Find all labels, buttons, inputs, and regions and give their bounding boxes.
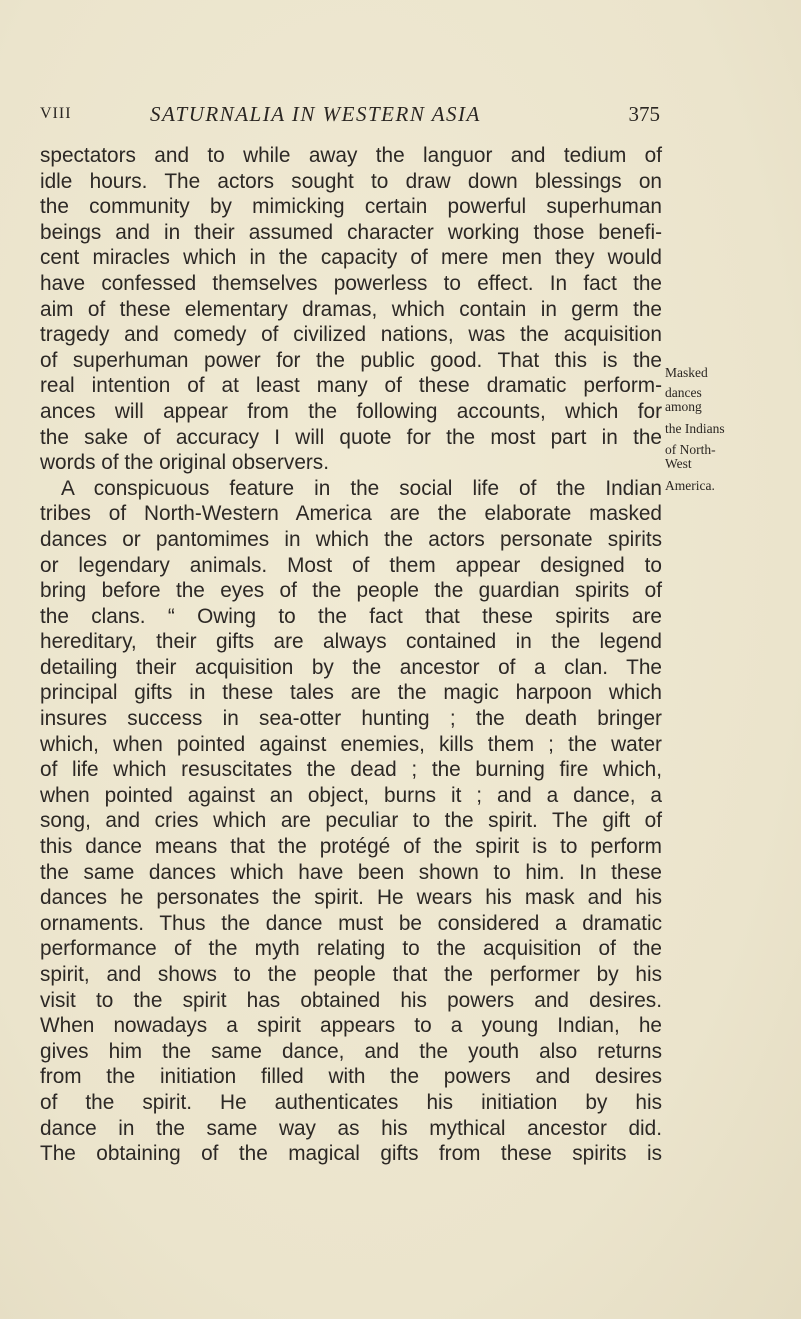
chapter-number: VIII: [40, 105, 72, 122]
text-line: spectators and to while away the languor and tedium of: [40, 144, 662, 167]
text-line: this dance means that the protégé of the spirit is to perform: [40, 835, 662, 859]
text-line: principal gifts in these tales are the magic harpoon which: [40, 681, 662, 705]
text-line: song, and cries which are peculiar to the spirit. The gift of: [40, 809, 662, 833]
text-line: The obtaining of the magical gifts from these spirits is: [40, 1142, 662, 1166]
text-line: bring before the eyes of the people the guardian spirits of: [40, 579, 662, 603]
text-line: detailing their acquisition by the ancestor of a clan. The: [40, 655, 662, 679]
margin-note: [665, 363, 797, 496]
text-line: dances or pantomimes in which the actors personate spirits: [40, 527, 662, 551]
text-line: cent miracles which in the capacity of mere men they would: [40, 246, 662, 270]
text-line: dances he personates the spirit. He wears his mask and his: [40, 886, 662, 910]
text-line: ornaments. Thus the dance must be considered a dramatic: [40, 911, 662, 935]
text-line: have confessed themselves powerless to effect. In fact the: [40, 271, 662, 295]
text-line: real intention of at least many of these dramatic perform-: [40, 374, 662, 398]
text-line: the clans. “ Owing to the fact that these spirits are: [40, 604, 662, 628]
running-title: SATURNALIA IN WESTERN ASIA: [150, 102, 481, 126]
text-line: dance in the same way as his mythical ancestor did.: [40, 1116, 662, 1140]
paragraph-end-line: words of the original observers.: [40, 451, 329, 475]
text-line: when pointed against an object, burns it ; and a dance, a: [40, 783, 662, 807]
text-line: of superhuman power for the public good. That this is the: [40, 348, 662, 372]
text-line: insures success in sea-otter hunting ; the death bringer: [40, 707, 662, 731]
text-line: gives him the same dance, and the youth also returns: [40, 1039, 662, 1063]
body-text: [40, 143, 662, 1167]
margin-note-line: America.: [665, 478, 715, 493]
text-line: the sake of accuracy I will quote for the most part in the: [40, 425, 662, 449]
text-line: When nowadays a spirit appears to a young Indian, he: [40, 1014, 662, 1038]
text-line: spirit, and shows to the people that the performer by his: [40, 963, 662, 986]
text-line: tribes of North-Western America are the elaborate masked: [40, 502, 662, 526]
text-line: or legendary animals. Most of them appear designed to: [40, 553, 662, 577]
margin-note-line: the Indians: [665, 421, 725, 436]
text-line: of the spirit. He authenticates his initiation by his: [40, 1090, 662, 1114]
text-line: tragedy and comedy of civilized nations, was the acquisition: [40, 323, 662, 347]
text-line: aim of these elementary dramas, which contain in germ the: [40, 297, 662, 321]
text-line: of life which resuscitates the dead ; the burning fire which,: [40, 758, 662, 782]
text-line: the same dances which have been shown to him. In these: [40, 860, 662, 884]
text-line: idle hours. The actors sought to draw down blessings on: [40, 169, 662, 193]
margin-note-line: dances: [665, 385, 702, 400]
text-line: which, when pointed against enemies, kills them ; the water: [40, 732, 662, 756]
text-line: from the initiation filled with the powers and desires: [40, 1065, 662, 1089]
page-number: 375: [628, 102, 660, 126]
text-line: the community by mimicking certain powerful superhuman: [40, 195, 662, 219]
margin-note-line: West: [665, 456, 692, 471]
paragraph-start-line: A conspicuous feature in the social life of the Indian: [61, 476, 662, 500]
margin-note-line: among: [665, 399, 702, 414]
text-line: performance of the myth relating to the acquisition of the: [40, 937, 662, 961]
margin-note-line: of North-: [665, 442, 716, 457]
running-head: [40, 101, 660, 127]
text-line: beings and in their assumed character working those benefi-: [40, 220, 662, 244]
text-line: visit to the spirit has obtained his powers and desires.: [40, 988, 662, 1012]
text-line: hereditary, their gifts are always contained in the legend: [40, 630, 662, 654]
margin-note-line: Masked: [665, 365, 708, 380]
text-line: ances will appear from the following accounts, which for: [40, 399, 662, 423]
